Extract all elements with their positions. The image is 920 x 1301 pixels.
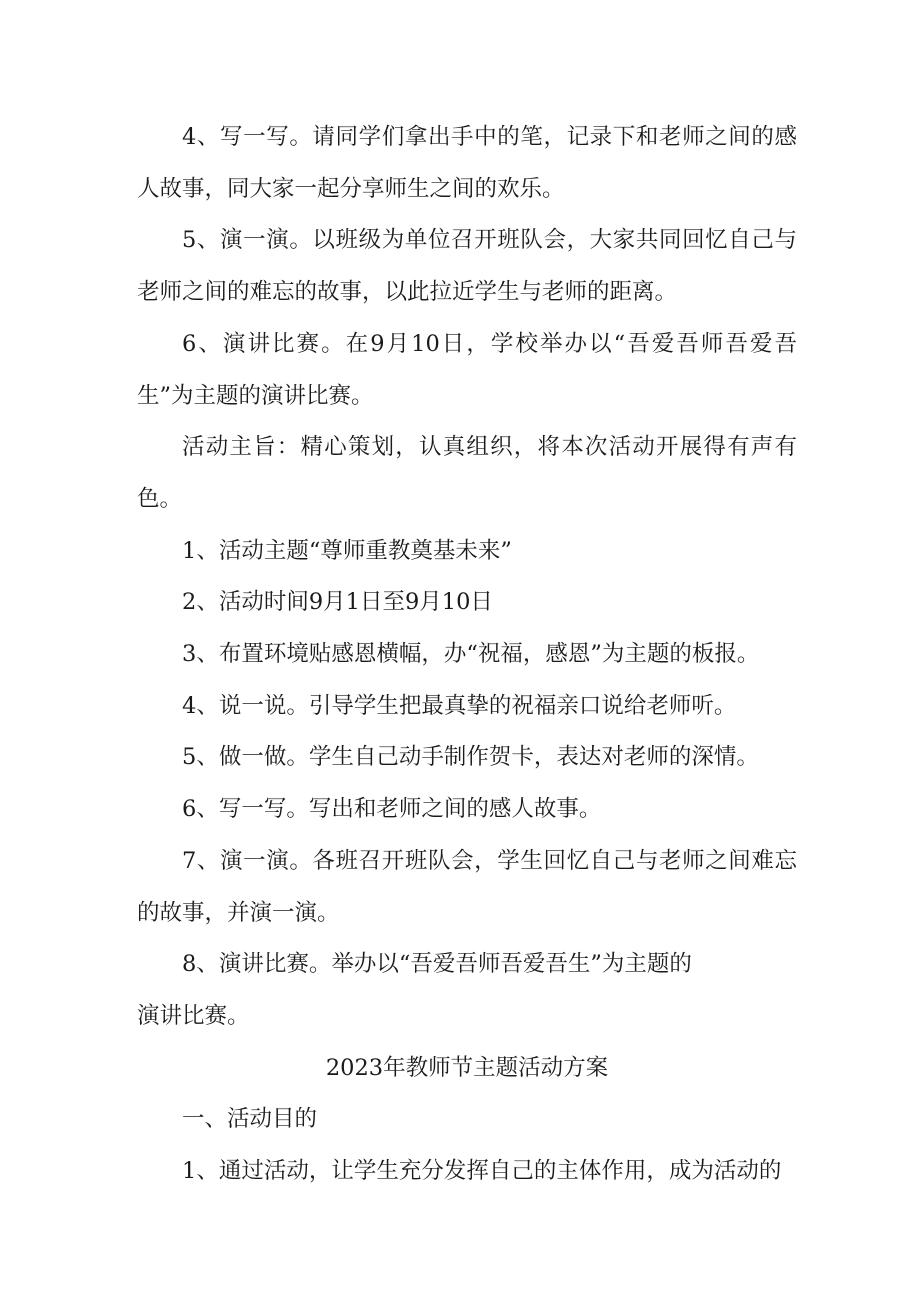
paragraph-say: 4、说一说。引导学生把最真挚的祝福亲口说给老师听。 [182,692,737,719]
paragraph-act-out: 7、演一演。各班召开班队会，学生回忆自己与老师之间难忘的故事，并演一演。 [137,847,797,926]
section-title: 2023年教师节主题活动方案 [325,1054,609,1081]
paragraph-activity-theme: 1、活动主题“尊师重教奠基未来” [182,537,512,564]
paragraph-activity-purpose: 活动主旨：精心策划，认真组织，将本次活动开展得有声有色。 [137,434,797,512]
paragraph-continuation: 演讲比赛。 [137,1002,250,1029]
paragraph-activity-time: 2、活动时间9月1日至9月10日 [182,589,493,616]
document-body [137,112,797,1198]
paragraph-environment: 3、布置环境贴感恩横幅，办“祝福，感恩”为主题的板报。 [182,641,760,668]
paragraph-make-card: 5、做一做。学生自己动手制作贺卡，表达对老师的深情。 [182,744,759,771]
paragraph-write: 6、写一写。写出和老师之间的感人故事。 [182,796,602,823]
section-heading-purpose: 一、活动目的 [182,1106,318,1133]
paragraph-act-out-class: 5、演一演。以班级为单位召开班队会，大家共同回忆自己与老师之间的难忘的故事，以此拉近学生与老师的距离。 [137,227,797,306]
paragraph-speech-contest-date: 6、演讲比赛。在9月10日，学校举办以“吾爱吾师吾爱吾生”为主题的演讲比赛。 [137,330,797,409]
paragraph-speech-contest: 8、演讲比赛。举办以“吾爱吾师吾爱吾生”为主题的 [182,951,692,978]
paragraph-purpose-1: 1、通过活动，让学生充分发挥自己的主体作用，成为活动的 [182,1158,782,1185]
paragraph-write-story: 4、写一写。请同学们拿出手中的笔，记录下和老师之间的感人故事，同大家一起分享师生之间的欢乐。 [137,124,797,202]
